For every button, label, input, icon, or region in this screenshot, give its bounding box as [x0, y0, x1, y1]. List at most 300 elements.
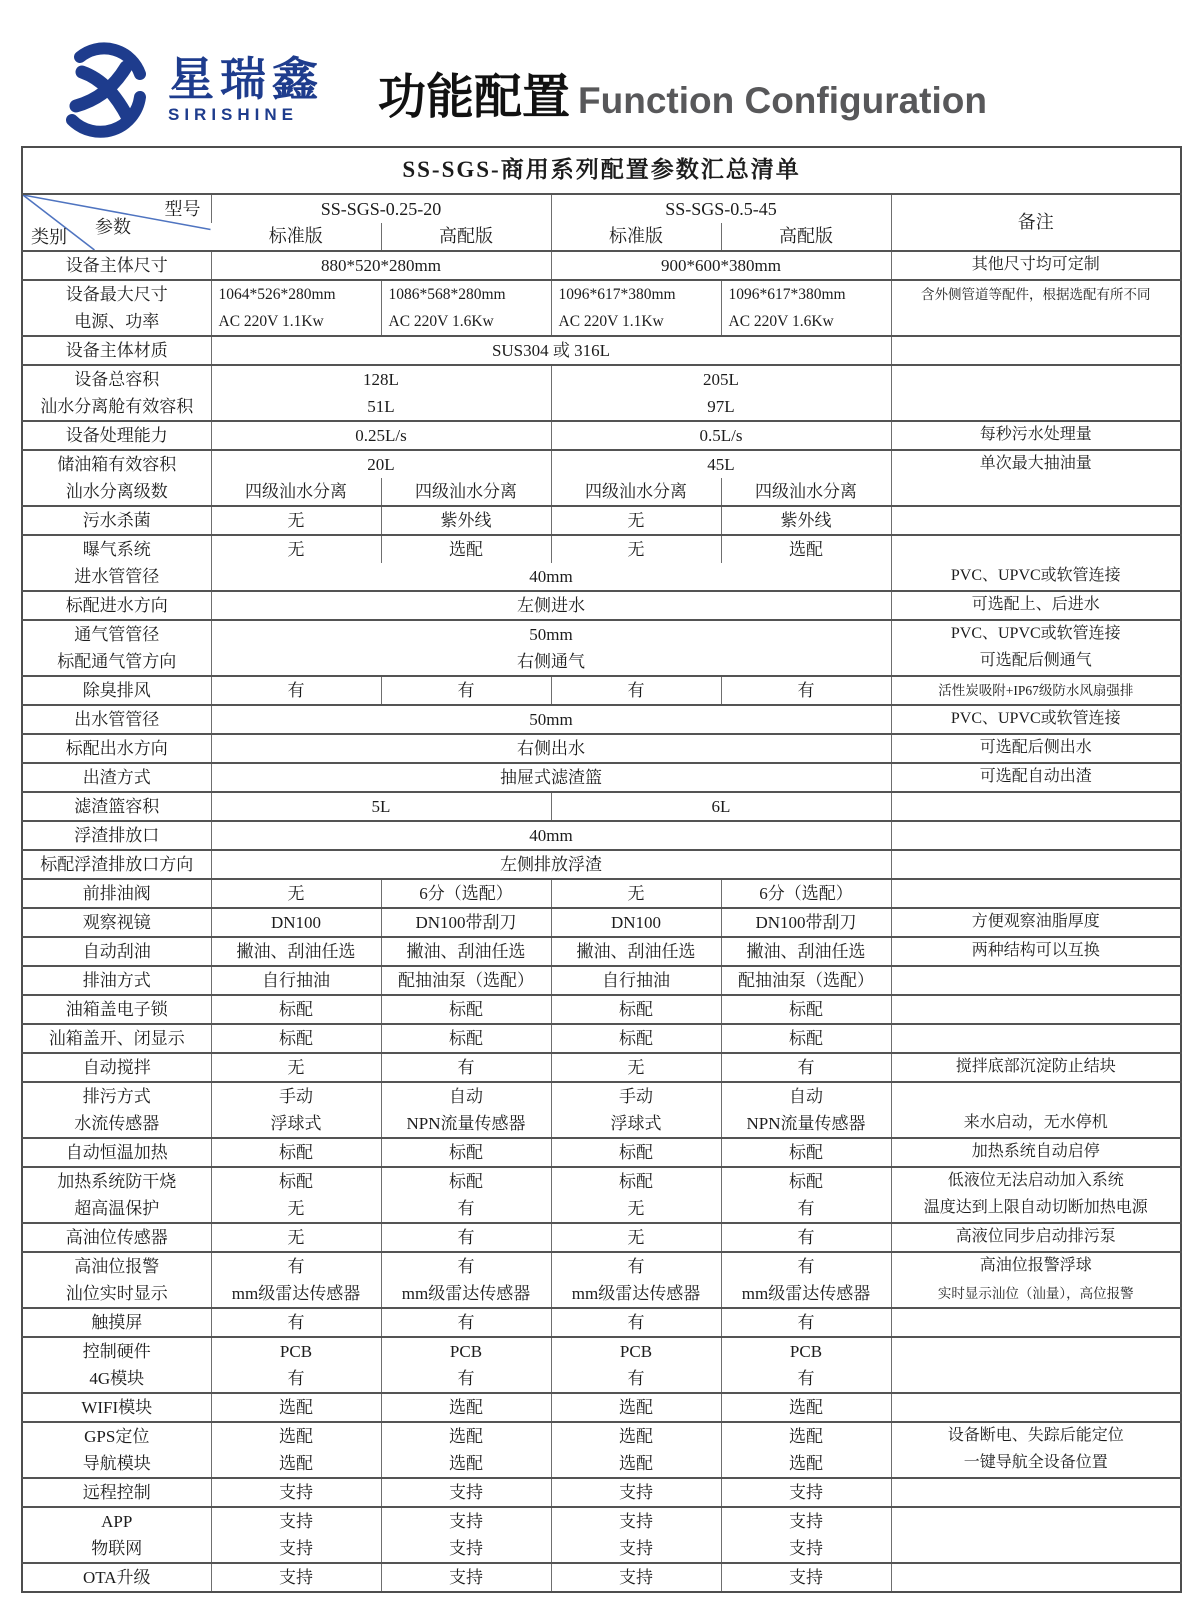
- remark-cell: [891, 535, 1181, 563]
- row-label: 观察视镜: [22, 908, 211, 937]
- table-row: [22, 336, 1181, 365]
- value-cell: 支持: [551, 1563, 721, 1592]
- value-cell: 有: [211, 1365, 381, 1393]
- table-row: [22, 995, 1181, 1024]
- remark-cell: 一键导航全设备位置: [891, 1450, 1181, 1478]
- row-label: 高油位传感器: [22, 1223, 211, 1252]
- value-cell: 自动: [721, 1082, 891, 1110]
- remark-cell: 其他尺寸均可定制: [891, 251, 1181, 280]
- table-row: [22, 591, 1181, 620]
- row-label: GPS定位: [22, 1422, 211, 1450]
- table-row: [22, 1082, 1181, 1110]
- value-cell: 选配: [211, 1393, 381, 1422]
- value-cell: 选配: [211, 1422, 381, 1450]
- value-cell: 有: [721, 1252, 891, 1280]
- row-label: 汕位实时显示: [65, 1283, 168, 1303]
- table-row: [22, 450, 1181, 478]
- value-cell: 选配: [381, 1450, 551, 1478]
- value-cell: 浮球式: [551, 1110, 721, 1138]
- value-cell: 标配: [211, 1024, 381, 1053]
- value-cell: 标配: [551, 1138, 721, 1167]
- row-label: 污水杀菌: [22, 506, 211, 535]
- value-cell: 标配: [721, 1024, 891, 1053]
- value-cell: 支持: [381, 1563, 551, 1592]
- value-cell: 紫外线: [721, 506, 891, 535]
- row-label: 高油位报警: [22, 1252, 211, 1280]
- value-cell: 1086*568*280mm: [381, 280, 551, 308]
- value-cell: 选配: [721, 535, 891, 563]
- row-label: 设备主体材质: [22, 336, 211, 365]
- row-label: 触摸屏: [22, 1308, 211, 1337]
- row-label: 设备最大尺寸: [22, 280, 211, 308]
- table-title-row: [22, 147, 1181, 194]
- value-cell: 标配: [721, 1167, 891, 1195]
- value-cell: 880*520*280mm: [211, 251, 551, 280]
- value-cell: 40mm: [211, 821, 891, 850]
- value-cell: 有: [721, 1223, 891, 1252]
- table-row: [22, 1252, 1181, 1280]
- row-label: 标配通气管方向: [57, 651, 177, 671]
- row-label: 自动恒温加热: [22, 1138, 211, 1167]
- value-cell: 1096*617*380mm: [551, 280, 721, 308]
- value-cell: PCB: [721, 1337, 891, 1365]
- table-row: [22, 365, 1181, 393]
- table-row: [22, 1167, 1181, 1195]
- table-row: [22, 1308, 1181, 1337]
- remark-cell: 活性炭吸附+IP67级防水风扇强排: [891, 676, 1181, 705]
- remark-cell: PVC、UPVC或软管连接: [891, 705, 1181, 734]
- version-header-2: 高配版: [381, 223, 551, 251]
- row-label: 加热系统防干烧: [22, 1167, 211, 1195]
- value-cell: AC 220V 1.6Kw: [381, 308, 551, 336]
- remark-cell: [891, 1365, 1181, 1393]
- remark-cell: 两种结构可以互换: [891, 937, 1181, 966]
- row-label: 自动刮油: [22, 937, 211, 966]
- row-label: 设备总容积: [22, 365, 211, 393]
- page-title: [378, 58, 987, 127]
- table-row: [22, 421, 1181, 450]
- value-cell: 20L: [211, 450, 551, 478]
- row-label: 汕水分离舱有效容积: [40, 396, 194, 416]
- row-label: 设备处理能力: [22, 421, 211, 450]
- remark-cell: [891, 1478, 1181, 1507]
- remark-cell: 可选配后侧出水: [891, 734, 1181, 763]
- table-row: [22, 393, 1181, 421]
- table-row: [22, 705, 1181, 734]
- row-label: 标配浮渣排放口方向: [22, 850, 211, 879]
- remark-cell: [891, 393, 1181, 421]
- value-cell: 有: [381, 1252, 551, 1280]
- value-cell: 6L: [551, 792, 891, 821]
- row-label: 标配出水方向: [22, 734, 211, 763]
- row-label: WIFI模块: [22, 1393, 211, 1422]
- page-title-cn: 功能配置: [378, 71, 571, 124]
- value-cell: 抽屉式滤渣篮: [211, 763, 891, 792]
- value-cell: 无: [551, 1223, 721, 1252]
- table-row: [22, 966, 1181, 995]
- row-label: 汕箱盖开、闭显示: [22, 1024, 211, 1053]
- value-cell: 标配: [551, 995, 721, 1024]
- value-cell: 有: [721, 676, 891, 705]
- value-cell: 50mm: [211, 705, 891, 734]
- remark-header: 备注: [891, 194, 1181, 251]
- remark-cell: 单次最大抽油量: [891, 450, 1181, 478]
- table-row: [22, 850, 1181, 879]
- value-cell: 有: [211, 1308, 381, 1337]
- value-cell: 有: [381, 1365, 551, 1393]
- value-cell: 撇油、刮油任选: [211, 937, 381, 966]
- remark-cell: 温度达到上限自动切断加热电源: [891, 1195, 1181, 1223]
- value-cell: 支持: [721, 1478, 891, 1507]
- table-row: [22, 1195, 1181, 1223]
- row-label: OTA升级: [22, 1563, 211, 1592]
- value-cell: 选配: [211, 1450, 381, 1478]
- value-cell: 支持: [721, 1563, 891, 1592]
- row-label: 出水管管径: [22, 705, 211, 734]
- value-cell: 四级汕水分离: [211, 478, 381, 506]
- table-row: [22, 1138, 1181, 1167]
- value-cell: 标配: [211, 1167, 381, 1195]
- row-label: 前排油阀: [22, 879, 211, 908]
- row-label: 远程控制: [22, 1478, 211, 1507]
- value-cell: 标配: [551, 1167, 721, 1195]
- value-cell: 51L: [211, 393, 551, 421]
- value-cell: 自行抽油: [211, 966, 381, 995]
- value-cell: 45L: [551, 450, 891, 478]
- table-row: [22, 1280, 1181, 1308]
- value-cell: 支持: [721, 1535, 891, 1563]
- table-row: [22, 1024, 1181, 1053]
- row-label: 电源、功率: [74, 311, 160, 331]
- table-row: [22, 251, 1181, 280]
- value-cell: 四级汕水分离: [381, 478, 551, 506]
- table-header-row-models: [22, 194, 1181, 223]
- value-cell: 无: [211, 1195, 381, 1223]
- value-cell: 标配: [721, 995, 891, 1024]
- remark-cell: 来水启动，无水停机: [891, 1110, 1181, 1138]
- value-cell: 浮球式: [211, 1110, 381, 1138]
- row-label: 汕水分离级数: [65, 481, 168, 501]
- remark-cell: 方便观察油脂厚度: [891, 908, 1181, 937]
- model-header-2: SS-SGS-0.5-45: [551, 194, 891, 223]
- sirishine-logo-icon: [52, 42, 156, 138]
- remark-cell: 实时显示汕位（汕量），高位报警: [891, 1280, 1181, 1308]
- value-cell: 1064*526*280mm: [211, 280, 381, 308]
- table-row: [22, 908, 1181, 937]
- value-cell: 选配: [551, 1422, 721, 1450]
- remark-cell: 高液位同步启动排污泵: [891, 1223, 1181, 1252]
- value-cell: 标配: [381, 1138, 551, 1167]
- value-cell: 标配: [551, 1024, 721, 1053]
- remark-cell: [891, 1337, 1181, 1365]
- remark-cell: 设备断电、失踪后能定位: [891, 1422, 1181, 1450]
- value-cell: 右侧通气: [211, 648, 891, 676]
- brand-header: [52, 42, 324, 138]
- remark-cell: [891, 966, 1181, 995]
- value-cell: 有: [721, 1308, 891, 1337]
- table-row: [22, 1535, 1181, 1563]
- table-row: [22, 1422, 1181, 1450]
- remark-cell: [891, 821, 1181, 850]
- remark-cell: 可选配自动出渣: [891, 763, 1181, 792]
- table-title: SS-SGS-商用系列配置参数汇总清单: [402, 157, 801, 183]
- value-cell: 选配: [551, 1450, 721, 1478]
- value-cell: PCB: [551, 1337, 721, 1365]
- table-row: [22, 676, 1181, 705]
- version-header-4: 高配版: [721, 223, 891, 251]
- row-label: 曝气系统: [22, 535, 211, 563]
- table-row: [22, 1450, 1181, 1478]
- row-label: 排污方式: [22, 1082, 211, 1110]
- value-cell: 有: [551, 676, 721, 705]
- value-cell: 50mm: [211, 620, 891, 648]
- value-cell: 标配: [381, 1024, 551, 1053]
- value-cell: 900*600*380mm: [551, 251, 891, 280]
- value-cell: 配抽油泵（选配）: [381, 966, 551, 995]
- value-cell: 选配: [721, 1422, 891, 1450]
- value-cell: 支持: [211, 1507, 381, 1535]
- table-row: [22, 1365, 1181, 1393]
- value-cell: 有: [551, 1308, 721, 1337]
- value-cell: 128L: [211, 365, 551, 393]
- value-cell: 支持: [381, 1535, 551, 1563]
- value-cell: 撇油、刮油任选: [721, 937, 891, 966]
- value-cell: 无: [551, 1053, 721, 1082]
- value-cell: 选配: [551, 1393, 721, 1422]
- value-cell: 支持: [211, 1535, 381, 1563]
- value-cell: 0.5L/s: [551, 421, 891, 450]
- value-cell: 手动: [551, 1082, 721, 1110]
- value-cell: 无: [551, 535, 721, 563]
- value-cell: mm级雷达传感器: [551, 1280, 721, 1308]
- value-cell: 标配: [721, 1138, 891, 1167]
- corner-label-model: 型号: [164, 199, 201, 219]
- corner-header-cell: [22, 194, 211, 251]
- value-cell: PCB: [211, 1337, 381, 1365]
- value-cell: mm级雷达传感器: [381, 1280, 551, 1308]
- value-cell: 6分（选配）: [381, 879, 551, 908]
- table-row: [22, 563, 1181, 591]
- value-cell: 无: [551, 879, 721, 908]
- table-row: [22, 280, 1181, 308]
- remark-cell: [891, 1082, 1181, 1110]
- table-row: [22, 308, 1181, 336]
- value-cell: 右侧出水: [211, 734, 891, 763]
- value-cell: 有: [381, 676, 551, 705]
- value-cell: 选配: [381, 1422, 551, 1450]
- value-cell: AC 220V 1.6Kw: [721, 308, 891, 336]
- remark-cell: [891, 995, 1181, 1024]
- value-cell: 四级汕水分离: [721, 478, 891, 506]
- remark-cell: 可选配上、后进水: [891, 591, 1181, 620]
- value-cell: 配抽油泵（选配）: [721, 966, 891, 995]
- value-cell: 支持: [721, 1507, 891, 1535]
- row-label: 物联网: [91, 1538, 143, 1558]
- version-header-1: 标准版: [268, 226, 323, 247]
- table-row: [22, 879, 1181, 908]
- value-cell: 40mm: [211, 563, 891, 591]
- table-row: [22, 1563, 1181, 1592]
- corner-label-category: 类别: [31, 227, 67, 247]
- table-row: [22, 1053, 1181, 1082]
- value-cell: 支持: [381, 1478, 551, 1507]
- remark-cell: 低液位无法启动加入系统: [891, 1167, 1181, 1195]
- value-cell: 左侧进水: [211, 591, 891, 620]
- table-row: [22, 535, 1181, 563]
- value-cell: 有: [381, 1308, 551, 1337]
- remark-cell: [891, 308, 1181, 336]
- remark-cell: [891, 1507, 1181, 1535]
- value-cell: SUS304 或 316L: [211, 336, 891, 365]
- table-row: [22, 1478, 1181, 1507]
- value-cell: 97L: [551, 393, 891, 421]
- value-cell: PCB: [381, 1337, 551, 1365]
- table-row: [22, 1110, 1181, 1138]
- corner-label-param: 参数: [95, 217, 131, 237]
- value-cell: 0.25L/s: [211, 421, 551, 450]
- remark-cell: [891, 850, 1181, 879]
- value-cell: 有: [381, 1053, 551, 1082]
- value-cell: 无: [211, 879, 381, 908]
- value-cell: 无: [551, 1195, 721, 1223]
- row-label: 水流传感器: [74, 1113, 160, 1133]
- row-label: 浮渣排放口: [22, 821, 211, 850]
- table-row: [22, 506, 1181, 535]
- value-cell: 无: [211, 535, 381, 563]
- value-cell: 6分（选配）: [721, 879, 891, 908]
- table-row: [22, 648, 1181, 676]
- row-label: 控制硬件: [22, 1337, 211, 1365]
- remark-cell: [891, 365, 1181, 393]
- value-cell: 支持: [551, 1507, 721, 1535]
- value-cell: 支持: [381, 1507, 551, 1535]
- value-cell: 撇油、刮油任选: [381, 937, 551, 966]
- row-label: 自动搅拌: [22, 1053, 211, 1082]
- spec-table: [21, 146, 1182, 1593]
- table-row: [22, 1393, 1181, 1422]
- table-row: [22, 734, 1181, 763]
- remark-cell: 每秒污水处理量: [891, 421, 1181, 450]
- value-cell: 自行抽油: [551, 966, 721, 995]
- table-row: [22, 1507, 1181, 1535]
- value-cell: 支持: [551, 1535, 721, 1563]
- value-cell: 有: [721, 1195, 891, 1223]
- remark-cell: 高油位报警浮球: [891, 1252, 1181, 1280]
- table-row: [22, 1223, 1181, 1252]
- row-label: 除臭排风: [22, 676, 211, 705]
- value-cell: 1096*617*380mm: [721, 280, 891, 308]
- model-header-1: SS-SGS-0.25-20: [211, 194, 551, 223]
- row-label: 出渣方式: [22, 763, 211, 792]
- value-cell: 标配: [381, 1167, 551, 1195]
- remark-cell: 含外侧管道等配件，根据选配有所不同: [891, 280, 1181, 308]
- value-cell: 紫外线: [381, 506, 551, 535]
- value-cell: 无: [211, 1223, 381, 1252]
- table-row: [22, 1337, 1181, 1365]
- value-cell: 有: [721, 1053, 891, 1082]
- row-label: 油箱盖电子锁: [22, 995, 211, 1024]
- remark-cell: [891, 1535, 1181, 1563]
- value-cell: 选配: [381, 535, 551, 563]
- row-label: 排油方式: [22, 966, 211, 995]
- value-cell: AC 220V 1.1Kw: [551, 308, 721, 336]
- brand-text: [168, 52, 324, 125]
- value-cell: 有: [721, 1365, 891, 1393]
- value-cell: 无: [211, 506, 381, 535]
- remark-cell: 搅拌底部沉淀防止结块: [891, 1053, 1181, 1082]
- brand-name-en: SIRISHINE: [168, 105, 299, 125]
- version-header-3: 标准版: [551, 223, 721, 251]
- value-cell: 标配: [211, 1138, 381, 1167]
- value-cell: 有: [551, 1252, 721, 1280]
- value-cell: 支持: [211, 1478, 381, 1507]
- value-cell: NPN流量传感器: [381, 1110, 551, 1138]
- row-label: 通气管管径: [22, 620, 211, 648]
- value-cell: 有: [381, 1223, 551, 1252]
- table-row: [22, 937, 1181, 966]
- table-row: [22, 620, 1181, 648]
- remark-cell: [891, 1024, 1181, 1053]
- brand-name-cn: 星瑞鑫: [168, 52, 324, 105]
- value-cell: AC 220V 1.1Kw: [211, 308, 381, 336]
- row-label: 超高温保护: [74, 1198, 160, 1218]
- value-cell: 无: [211, 1053, 381, 1082]
- value-cell: 无: [551, 506, 721, 535]
- remark-cell: PVC、UPVC或软管连接: [891, 620, 1181, 648]
- value-cell: 有: [381, 1195, 551, 1223]
- table-row: [22, 792, 1181, 821]
- row-label: 导航模块: [82, 1453, 151, 1473]
- table-row: [22, 821, 1181, 850]
- value-cell: 有: [211, 1252, 381, 1280]
- value-cell: DN100: [211, 908, 381, 937]
- value-cell: NPN流量传感器: [721, 1110, 891, 1138]
- row-label: 设备主体尺寸: [22, 251, 211, 280]
- value-cell: DN100: [551, 908, 721, 937]
- page-title-en: Function Configuration: [578, 80, 987, 121]
- value-cell: DN100带刮刀: [721, 908, 891, 937]
- value-cell: 左侧排放浮渣: [211, 850, 891, 879]
- remark-cell: [891, 336, 1181, 365]
- value-cell: mm级雷达传感器: [721, 1280, 891, 1308]
- value-cell: DN100带刮刀: [381, 908, 551, 937]
- value-cell: 选配: [721, 1393, 891, 1422]
- row-label: APP: [22, 1507, 211, 1535]
- value-cell: 有: [551, 1365, 721, 1393]
- value-cell: 205L: [551, 365, 891, 393]
- remark-cell: [891, 879, 1181, 908]
- row-label: 标配进水方向: [22, 591, 211, 620]
- remark-cell: 可选配后侧通气: [891, 648, 1181, 676]
- value-cell: 支持: [211, 1563, 381, 1592]
- value-cell: 四级汕水分离: [551, 478, 721, 506]
- row-label: 进水管管径: [74, 566, 160, 586]
- remark-cell: [891, 478, 1181, 506]
- row-label: 4G模块: [89, 1368, 145, 1388]
- row-label: 滤渣篮容积: [22, 792, 211, 821]
- remark-cell: 加热系统自动启停: [891, 1138, 1181, 1167]
- table-row: [22, 478, 1181, 506]
- value-cell: 有: [211, 676, 381, 705]
- remark-cell: [891, 1393, 1181, 1422]
- value-cell: 手动: [211, 1082, 381, 1110]
- remark-cell: [891, 1563, 1181, 1592]
- value-cell: 自动: [381, 1082, 551, 1110]
- value-cell: 标配: [211, 995, 381, 1024]
- value-cell: 5L: [211, 792, 551, 821]
- remark-cell: [891, 1308, 1181, 1337]
- remark-cell: [891, 792, 1181, 821]
